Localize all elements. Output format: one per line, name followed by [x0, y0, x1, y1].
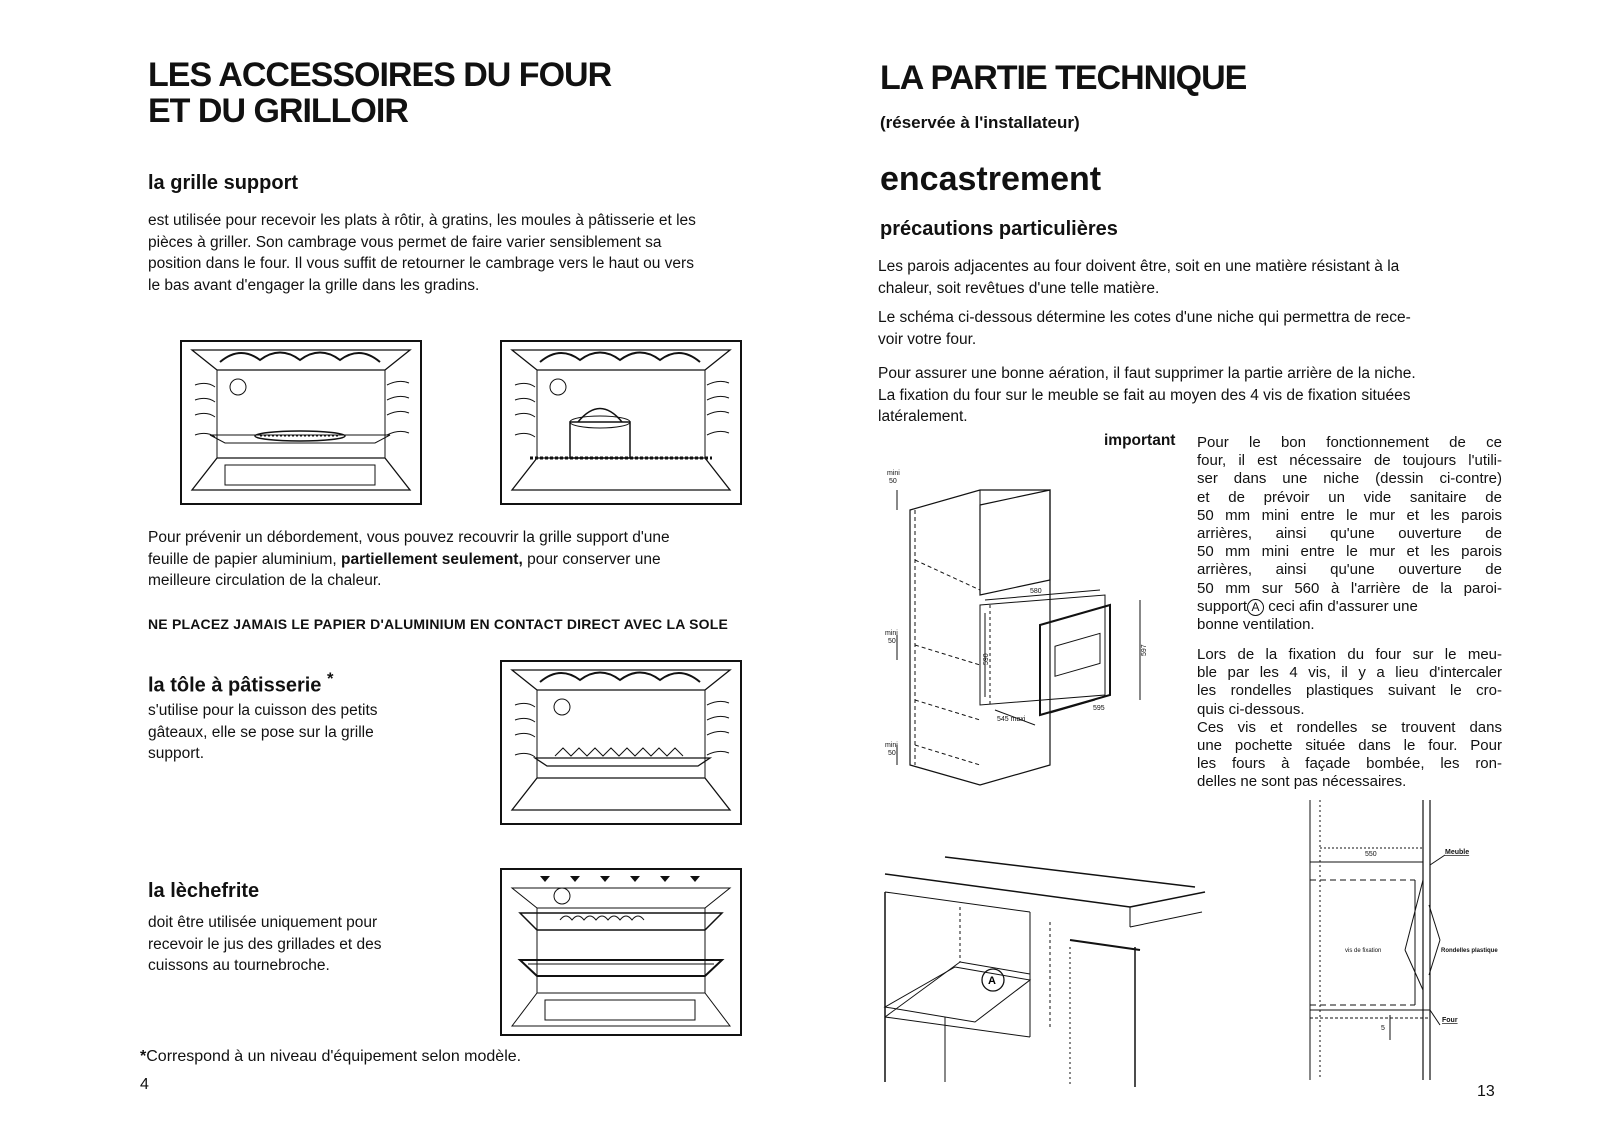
label-vis-fixation: vis de fixation — [1345, 948, 1382, 954]
label-5: 5 — [1381, 1025, 1385, 1032]
debordement-paragraph — [148, 527, 788, 592]
label-mini-mid: mini — [885, 630, 898, 637]
lechefrite-line: recevoir le jus des grillades et des — [148, 935, 382, 953]
grille-line: pièces à griller. Son cambrage vous permet de faire varier sensiblement sa — [148, 233, 662, 251]
label-597: 597 — [1141, 644, 1148, 656]
label-mini-bottom: mini — [885, 742, 898, 749]
important-line: 50 mm sur 560 à l'arrière de la paroi- — [1197, 579, 1502, 597]
important-line: arrières, ainsi qu'une ouverture de — [1197, 525, 1502, 543]
lechefrite-paragraph — [148, 912, 448, 977]
label-50-mid: 50 — [888, 638, 896, 645]
label-580: 580 — [1030, 588, 1042, 595]
left-page-number: 4 — [140, 1076, 149, 1093]
fixation-paragraph — [1197, 646, 1502, 792]
fixation-line: ble par les 4 vis, il y a lieu d'intercaler — [1197, 664, 1502, 682]
label-50-bottom: 50 — [888, 750, 896, 757]
fixation-line: les fours à façade bombée, les ron- — [1197, 755, 1502, 773]
cabinet-perspective-diagram — [880, 852, 1225, 1087]
tole-line: s'utilise pour la cuisson des petits — [148, 702, 378, 719]
p1-line: chaleur, soit revêtues d'une telle matière. — [878, 279, 1160, 297]
niche-dimension-diagram — [885, 465, 1175, 785]
tole-heading — [148, 669, 333, 698]
oven-tole-illustration — [500, 660, 742, 825]
label-545-maxi: 545 maxi — [997, 716, 1026, 723]
p3 — [878, 363, 1508, 428]
lechefrite-heading: la lèchefrite — [148, 880, 260, 902]
fixation-line: les rondelles plastiques suivant le cro- — [1197, 682, 1502, 700]
important-line: 50 mm mini entre le mur et les parois — [1197, 506, 1502, 524]
grille-heading: la grille support — [148, 172, 299, 194]
oven-mould-illustration — [500, 340, 742, 505]
debordement-line: meilleure circulation de la chaleur. — [148, 572, 382, 589]
left-title-line1: LES ACCESSOIRES DU FOUR — [148, 56, 612, 94]
oven-lechefrite-illustration — [500, 868, 742, 1036]
support-text: support — [1197, 597, 1248, 615]
p3-line: La fixation du four sur le meuble se fait au moyen des 4 vis de fixation situées — [878, 386, 1411, 404]
support-tail: ceci afin d'assurer une — [1264, 597, 1418, 615]
right-title: LA PARTIE TECHNIQUE — [880, 59, 1247, 97]
important-line: ser dans une niche (dessin ci-contre) — [1197, 470, 1502, 488]
tole-line: support. — [148, 745, 205, 762]
label-rondelles: Rondelles plastique — [1441, 948, 1498, 954]
important-line: et de prévoir un vide sanitaire de — [1197, 488, 1502, 506]
label-590: 590 — [983, 653, 990, 665]
important-paragraph — [1197, 434, 1502, 634]
p1-line: Les parois adjacentes au four doivent être, soit en une matière résistant à la — [878, 258, 1400, 275]
debordement-line: Pour prévenir un débordement, vous pouvez recouvrir la grille support d'une — [148, 529, 670, 546]
important-line: bonne ventilation. — [1197, 616, 1315, 634]
circle-a-label: A — [988, 975, 996, 987]
tole-paragraph — [148, 700, 448, 765]
grille-line: est utilisée pour recevoir les plats à rôtir, à gratins, les moules à pâtisserie et les — [148, 212, 696, 229]
right-page-number: 13 — [1477, 1083, 1495, 1100]
fixation-line: Lors de la fixation du four sur le meu- — [1197, 646, 1502, 663]
important-line: Pour le bon fonctionnement de ce — [1197, 434, 1502, 451]
label-595: 595 — [1093, 705, 1105, 712]
p1 — [878, 256, 1508, 299]
fixation-section-diagram — [1305, 800, 1505, 1085]
debordement-line — [148, 549, 788, 571]
left-title-line2: ET DU GRILLOIR — [148, 92, 408, 130]
tole-heading-text: la tôle à pâtisserie — [148, 674, 322, 697]
grille-line: position dans le four. Il vous suffit de retourner le cambrage vers le haut ou vers — [148, 255, 694, 272]
fixation-line: delles ne sont pas nécessaires. — [1197, 773, 1407, 791]
footnote-asterisk: * — [140, 1048, 147, 1065]
label-550: 550 — [1365, 851, 1377, 858]
circle-a-icon: A — [1247, 599, 1264, 616]
debordement-bold: partiellement seulement, — [341, 550, 523, 568]
label-meuble: Meuble — [1445, 849, 1470, 856]
tole-line: gâteaux, elle se pose sur la grille — [148, 723, 374, 741]
important-line: arrières, ainsi qu'une ouverture de — [1197, 561, 1502, 579]
left-title — [148, 57, 611, 129]
p3-line: latéralement. — [878, 408, 968, 425]
grille-paragraph — [148, 210, 788, 296]
footnote-text: Correspond à un niveau d'équipement selon modèle. — [146, 1048, 522, 1065]
oven-grille-illustration — [180, 340, 422, 505]
debordement-text: pour conserver une — [522, 550, 661, 568]
p3-line: Pour assurer une bonne aération, il faut supprimer la partie arrière de la niche. — [878, 365, 1416, 382]
fixation-line: Ces vis et rondelles se trouvent dans — [1197, 718, 1502, 736]
p2-line: Le schéma ci-dessous détermine les cotes d'une niche qui permettra de rece- — [878, 309, 1411, 326]
tole-asterisk: * — [326, 669, 334, 688]
p2 — [878, 307, 1508, 350]
fixation-line: une pochette située dans le four. Pour — [1197, 737, 1502, 755]
label-50-top: 50 — [889, 478, 897, 485]
footnote — [140, 1046, 521, 1068]
important-line: 50 mm mini entre le mur et les parois — [1197, 543, 1502, 561]
lechefrite-line: cuissons au tournebroche. — [148, 957, 330, 974]
subsection-title: précautions particulières — [880, 218, 1118, 240]
fixation-line: quis ci-dessous. — [1197, 700, 1305, 718]
warning-text: NE PLACEZ JAMAIS LE PAPIER D'ALUMINIUM EN CONTACT DIRECT AVEC LA SOLE — [148, 616, 728, 632]
important-line — [1197, 598, 1502, 616]
label-mini-top: mini — [887, 470, 900, 477]
debordement-text: feuille de papier aluminium, — [148, 550, 341, 568]
label-four: Four — [1442, 1017, 1458, 1024]
grille-line: le bas avant d'engager la grille dans les gradins. — [148, 276, 480, 294]
right-subtitle: (réservée à l'installateur) — [880, 113, 1080, 132]
important-label: important — [1104, 432, 1176, 449]
p2-line: voir votre four. — [878, 330, 977, 348]
important-line: four, il est nécessaire de toujours l'utili- — [1197, 452, 1502, 470]
section-title: encastrement — [880, 160, 1102, 198]
lechefrite-line: doit être utilisée uniquement pour — [148, 914, 378, 931]
